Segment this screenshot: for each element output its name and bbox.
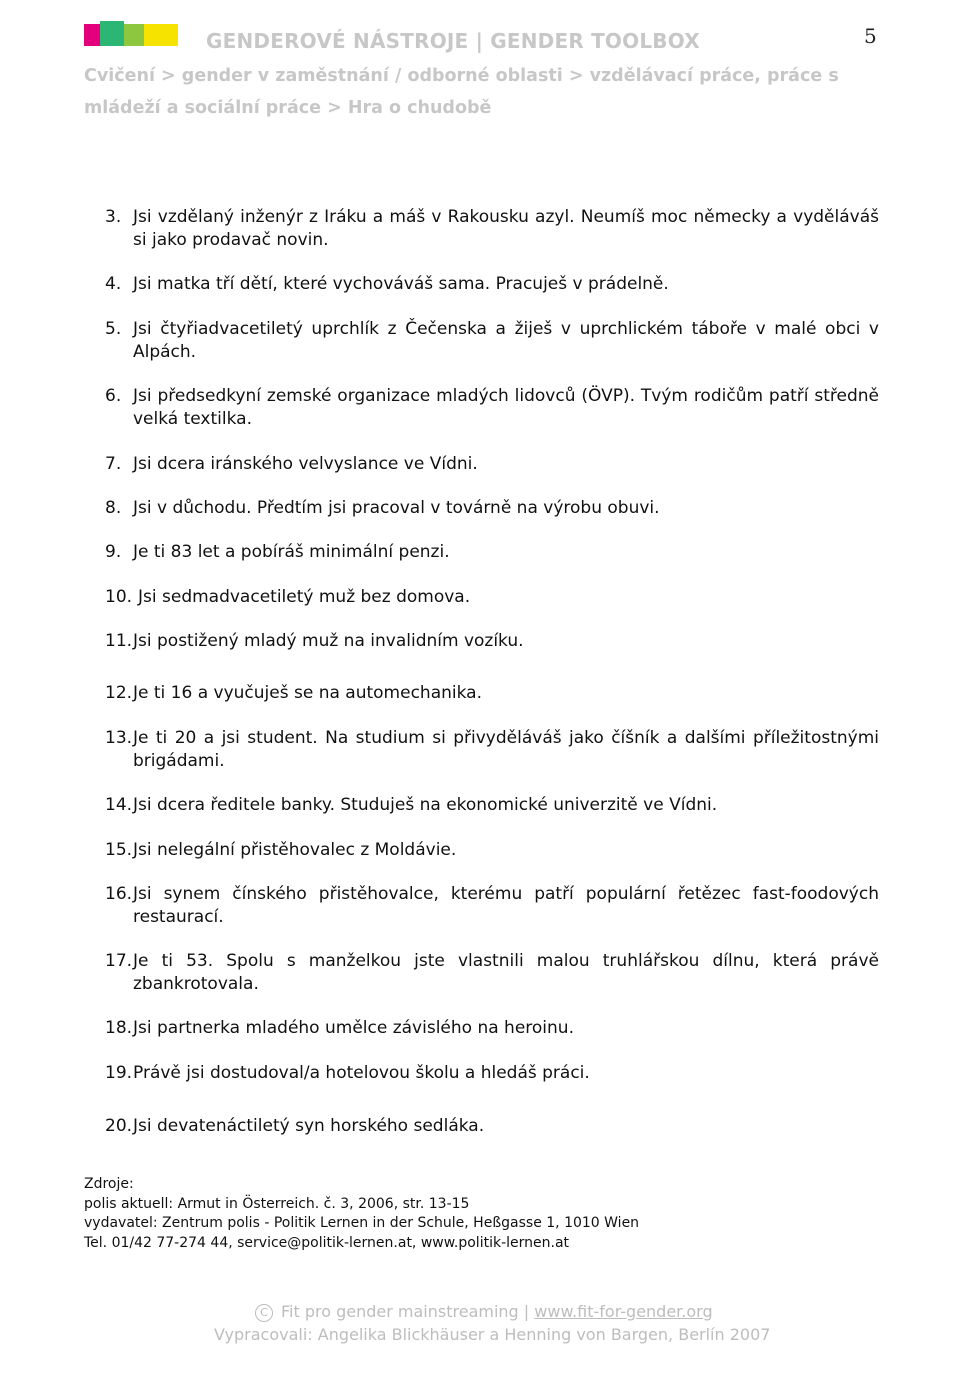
item-number: 11. <box>105 631 133 651</box>
footer-authors: Vypracovali: Angelika Blickhäuser a Henning von Bargen, Berlín 2007 <box>214 1325 771 1344</box>
item-text: Jsi nelegální přistěhovalec z Moldávie. <box>133 840 457 860</box>
item-number: 13. <box>105 728 133 748</box>
list-item <box>105 497 879 520</box>
item-number: 7. <box>105 454 122 474</box>
item-number: 9. <box>105 542 122 562</box>
item-text: Jsi předsedkyní zemské organizace mladých lidovců (ÖVP). Tvým rodičům patří středně velká textilka. <box>133 386 879 429</box>
logo-block-lightgreen <box>124 24 144 46</box>
item-text: Jsi dcera ředitele banky. Studuješ na ekonomické univerzitě ve Vídni. <box>133 795 718 815</box>
list-item <box>105 1017 879 1040</box>
list-item <box>105 586 879 609</box>
item-number: 15. <box>105 840 133 860</box>
item-text: Je ti 16 a vyučuješ se na automechanika. <box>133 683 482 703</box>
list-item <box>105 950 879 996</box>
item-text: Jsi postižený mladý muž na invalidním vozíku. <box>133 631 524 651</box>
item-number: 18. <box>105 1018 133 1038</box>
footer-website-link[interactable]: www.fit-for-gender.org <box>534 1302 713 1321</box>
item-number: 17. <box>105 951 133 971</box>
copyright-icon: C <box>255 1304 273 1322</box>
sources-label: Zdroje: <box>84 1176 134 1192</box>
item-number: 19. <box>105 1063 133 1083</box>
source-contact: Tel. 01/42 77-274 44, service@politik-lernen.at, www.politik-lernen.at <box>84 1234 570 1251</box>
footer-project-line <box>255 1302 713 1322</box>
list-item <box>105 273 879 296</box>
item-number: 14. <box>105 795 133 815</box>
item-number: 10. <box>105 587 133 607</box>
list-item <box>105 630 879 653</box>
item-text: Jsi dcera iránského velvyslance ve Vídni. <box>133 454 478 474</box>
logo-block-magenta <box>84 24 100 46</box>
list-item <box>105 318 879 364</box>
item-text: Jsi v důchodu. Předtím jsi pracoval v továrně na výrobu obuvi. <box>133 498 660 518</box>
item-number: 5. <box>105 319 122 339</box>
list-item <box>105 727 879 773</box>
sources-block <box>84 1175 639 1253</box>
list-item <box>105 794 879 817</box>
item-number: 4. <box>105 274 122 294</box>
item-text: Jsi sedmadvacetiletý muž bez domova. <box>138 587 471 607</box>
item-number: 16. <box>105 884 133 904</box>
item-text: Jsi devatenáctiletý syn horského sedláka. <box>133 1116 485 1136</box>
item-number: 20. <box>105 1116 133 1136</box>
list-item <box>105 385 879 431</box>
item-text: Je ti 20 a jsi student. Na studium si přivyděláváš jako číšník a dalšími příležitostnými brigádami. <box>133 728 879 771</box>
item-text: Jsi matka tří dětí, které vychováváš sama. Pracuješ v prádelně. <box>133 274 669 294</box>
breadcrumb: Cvičení > gender v zaměstnání / odborné oblasti > vzdělávací práce, práce s mládeží a sociální práce > Hra o chudobě <box>84 66 839 118</box>
item-text: Jsi vzdělaný inženýr z Iráku a máš v Rakousku azyl. Neumíš moc německy a vyděláváš si jako prodavač novin. <box>133 207 879 250</box>
brand-title: GENDEROVÉ NÁSTROJE | GENDER TOOLBOX <box>206 29 700 53</box>
source-citation: polis aktuell: Armut in Österreich. č. 3, 2006, str. 13-15 <box>84 1195 470 1212</box>
logo-block-green <box>100 21 124 46</box>
item-text: Je ti 53. Spolu s manželkou jste vlastnili malou truhlářskou dílnu, která právě zbankrotovala. <box>133 951 879 994</box>
item-text: Je ti 83 let a pobíráš minimální penzi. <box>133 542 450 562</box>
logo-block-yellow <box>144 24 178 46</box>
page-number: 5 <box>864 24 877 48</box>
list-item <box>105 839 879 862</box>
item-number: 12. <box>105 683 133 703</box>
list-item <box>105 1062 879 1085</box>
item-text: Jsi synem čínského přistěhovalce, kterému patří populární řetězec fast-foodových restaurací. <box>133 884 879 927</box>
item-number: 8. <box>105 498 122 518</box>
item-number: 3. <box>105 207 122 227</box>
item-text: Jsi partnerka mladého umělce závislého na heroinu. <box>133 1018 574 1038</box>
footer-project: Fit pro gender mainstreaming <box>281 1302 519 1321</box>
logo-color-bar <box>84 24 178 46</box>
footer-separator: | <box>523 1302 530 1321</box>
list-item <box>105 883 879 929</box>
source-publisher: vydavatel: Zentrum polis - Politik Lernen in der Schule, Heßgasse 1, 1010 Wien <box>84 1215 640 1231</box>
list-item <box>105 1115 879 1138</box>
list-item <box>105 682 879 705</box>
list-item <box>105 453 879 476</box>
item-text: Jsi čtyřiadvacetiletý uprchlík z Čečenska a žiješ v uprchlickém táboře v malé obci v Alpách. <box>133 319 879 362</box>
list-item <box>105 206 879 252</box>
list-item <box>105 541 879 564</box>
item-number: 6. <box>105 386 122 406</box>
item-text: Právě jsi dostudoval/a hotelovou školu a hledáš práci. <box>133 1063 590 1083</box>
